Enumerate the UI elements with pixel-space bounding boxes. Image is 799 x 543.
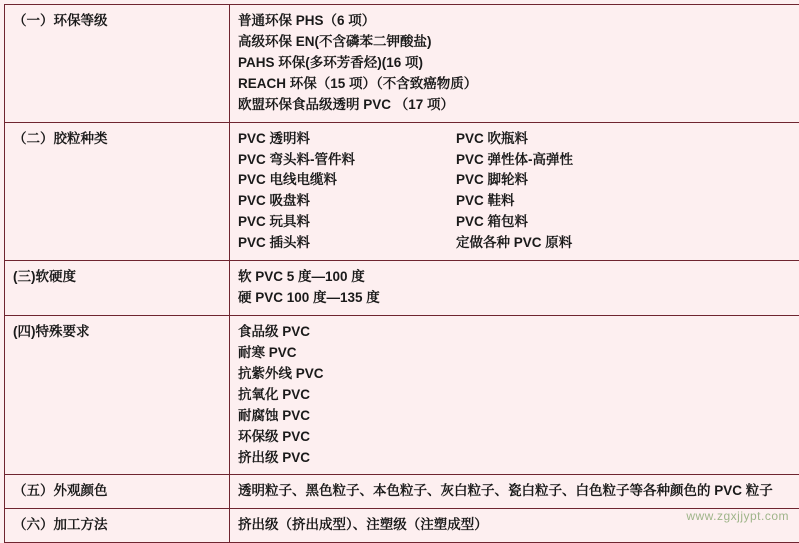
row-label-environmental-grade: （一）环保等级	[5, 5, 230, 123]
content-cell: PVC 玩具料	[238, 212, 456, 233]
content-line: 高级环保 EN(不含磷苯二钾酸盐)	[238, 32, 799, 53]
content-line-pair	[238, 150, 799, 171]
table-row	[5, 261, 799, 316]
content-cell: PVC 透明料	[238, 129, 456, 150]
content-line-pair	[238, 212, 799, 233]
content-cell: PVC 鞋料	[456, 191, 799, 212]
row-content-hardness	[230, 261, 799, 316]
content-cell: PVC 脚轮料	[456, 170, 799, 191]
row-label-special-requirements: (四)特殊要求	[5, 315, 230, 474]
content-line: 硬 PVC 100 度—135 度	[238, 288, 799, 309]
content-line-pair	[238, 191, 799, 212]
table-row	[5, 5, 799, 123]
row-label-processing-method: （六）加工方法	[5, 509, 230, 543]
spec-sheet	[0, 4, 799, 529]
content-line: 透明粒子、黑色粒子、本色粒子、灰白粒子、瓷白粒子、白色粒子等各种颜色的 PVC 粒子	[238, 481, 799, 502]
content-cell: PVC 吸盘料	[238, 191, 456, 212]
content-cell: PVC 箱包料	[456, 212, 799, 233]
content-line: 耐寒 PVC	[238, 343, 799, 364]
content-line-pair	[238, 170, 799, 191]
table-row	[5, 509, 799, 543]
row-label-hardness: (三)软硬度	[5, 261, 230, 316]
content-line: REACH 环保（15 项）（不含致癌物质）	[238, 74, 799, 95]
row-content-appearance-color	[230, 475, 799, 509]
content-line: PAHS 环保(多环芳香烃)(16 项)	[238, 53, 799, 74]
content-line-pair	[238, 233, 799, 254]
row-label-granule-types: （二）胶粒种类	[5, 122, 230, 261]
content-cell: PVC 电线电缆料	[238, 170, 456, 191]
table-row	[5, 122, 799, 261]
content-cell: PVC 弯头料-管件料	[238, 150, 456, 171]
watermark-url: www.zgxjjypt.com	[686, 509, 789, 523]
row-content-special-requirements	[230, 315, 799, 474]
content-cell: PVC 吹瓶料	[456, 129, 799, 150]
content-cell: 定做各种 PVC 原料	[456, 233, 799, 254]
content-line: 环保级 PVC	[238, 427, 799, 448]
row-content-granule-types	[230, 122, 799, 261]
content-line: 软 PVC 5 度—100 度	[238, 267, 799, 288]
content-line: 挤出级 PVC	[238, 448, 799, 469]
content-line-pair	[238, 129, 799, 150]
content-line: 挤出级（挤出成型）、注塑级（注塑成型）	[238, 515, 799, 536]
row-label-appearance-color: （五）外观颜色	[5, 475, 230, 509]
content-line: 食品级 PVC	[238, 322, 799, 343]
content-cell: PVC 插头料	[238, 233, 456, 254]
content-line: 抗紫外线 PVC	[238, 364, 799, 385]
content-cell: PVC 弹性体-高弹性	[456, 150, 799, 171]
content-line: 抗氧化 PVC	[238, 385, 799, 406]
table-row	[5, 475, 799, 509]
table-row	[5, 315, 799, 474]
content-line: 耐腐蚀 PVC	[238, 406, 799, 427]
specification-table	[4, 4, 799, 543]
content-line: 普通环保 PHS（6 项）	[238, 11, 799, 32]
row-content-environmental-grade	[230, 5, 799, 123]
content-line: 欧盟环保食品级透明 PVC （17 项）	[238, 95, 799, 116]
